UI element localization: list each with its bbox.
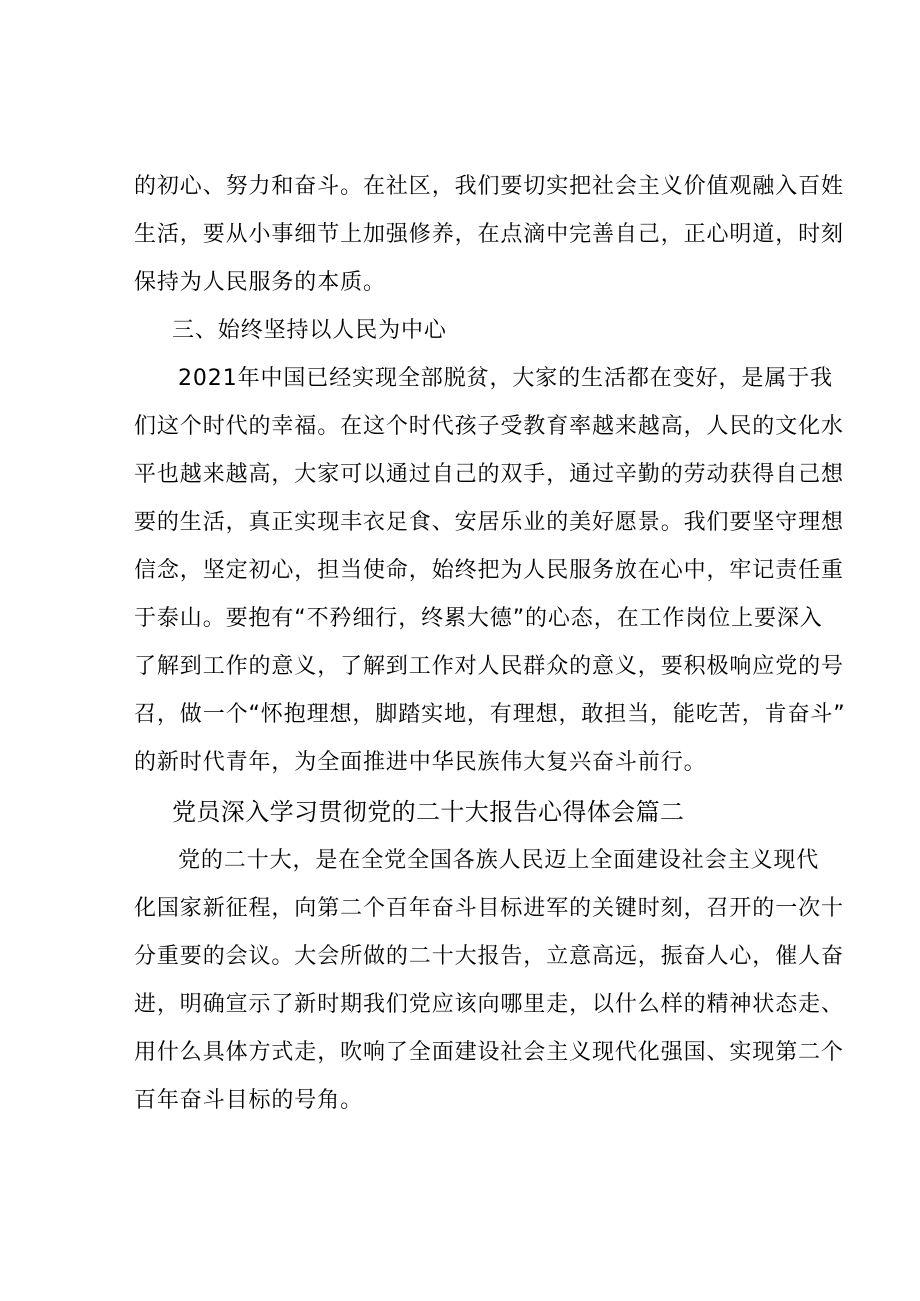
paragraph-line: 百年奋斗目标的号角。: [134, 1088, 364, 1113]
article-title: 党员深入学习贯彻党的二十大报告心得体会篇二: [172, 798, 685, 826]
paragraph-line: 的初心、努力和奋斗。在社区，我们要切实把社会主义价值观融入百姓: [134, 174, 844, 199]
paragraph-line: 分重要的会议。大会所做的二十大报告，立意高远，振奋人心，催人奋: [134, 944, 844, 969]
section-heading: 三、始终坚持以人民为中心: [172, 318, 447, 343]
paragraph-line: 们这个时代的幸福。在这个时代孩子受教育率越来越高，人民的文化水: [134, 414, 844, 439]
paragraph-line: 了解到工作的意义，了解到工作对人民群众的意义，要积极响应党的号: [134, 654, 844, 679]
paragraph-line: 于泰山。要抱有“不矜细行，终累大德”的心态，在工作岗位上要深入: [134, 606, 823, 631]
paragraph-line: 党的二十大，是在全党全国各族人民迈上全面建设社会主义现代: [178, 848, 820, 873]
paragraph-line: 平也越来越高，大家可以通过自己的双手，通过辛勤的劳动获得自己想: [134, 462, 844, 487]
paragraph-line: 用什么具体方式走，吹响了全面建设社会主义现代化强国、实现第二个: [134, 1040, 844, 1065]
paragraph-line: 生活，要从小事细节上加强修养，在点滴中完善自己，正心明道，时刻: [134, 222, 844, 247]
paragraph-line: 的新时代青年，为全面推进中华民族伟大复兴奋斗前行。: [134, 750, 707, 775]
paragraph-line: 召，做一个“怀抱理想，脚踏实地，有理想，敢担当，能吃苦，肯奋斗”: [134, 702, 846, 727]
paragraph-line: 保持为人民服务的本质。: [134, 270, 386, 295]
paragraph-line: 化国家新征程，向第二个百年奋斗目标进军的关键时刻，召开的一次十: [134, 896, 844, 921]
paragraph-line: 2021年中国已经实现全部脱贫，大家的生活都在变好，是属于我: [178, 366, 833, 391]
paragraph-line: 进，明确宣示了新时期我们党应该向哪里走，以什么样的精神状态走、: [134, 992, 844, 1017]
paragraph-line: 要的生活，真正实现丰衣足食、安居乐业的美好愿景。我们要坚守理想: [134, 510, 844, 535]
paragraph-line: 信念，坚定初心，担当使命，始终把为人民服务放在心中，牢记责任重: [134, 558, 844, 583]
